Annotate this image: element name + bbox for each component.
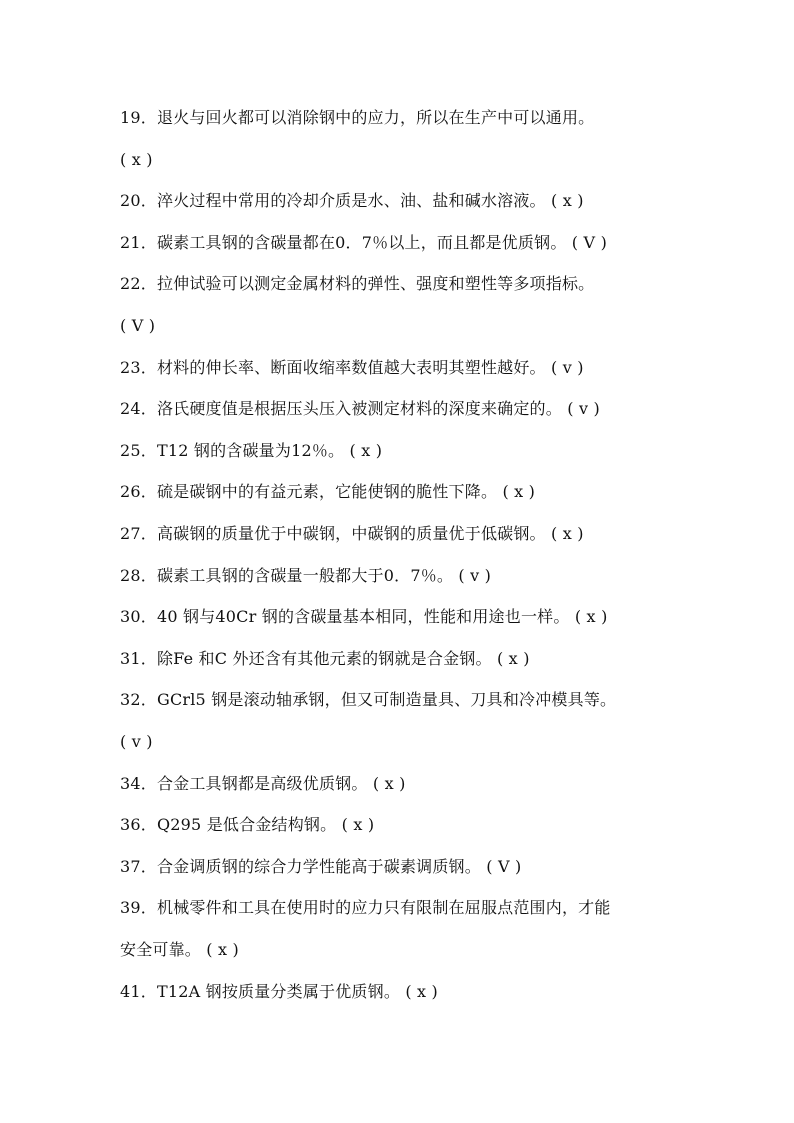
- question-25: 25．T12 钢的含碳量为12％。 ( x ): [120, 441, 383, 460]
- question-21: 21．碳素工具钢的含碳量都在0．7％以上，而且都是优质钢。 ( V ): [120, 233, 608, 252]
- question-23: 23．材料的伸长率、断面收缩率数值越大表明其塑性越好。 ( v ): [120, 358, 584, 377]
- question-22: 22．拉伸试验可以测定金属材料的弹性、强度和塑性等多项指标。: [120, 274, 595, 293]
- question-37: 37．合金调质钢的综合力学性能高于碳素调质钢。 ( V ): [120, 857, 522, 876]
- question-20: 20．淬火过程中常用的冷却介质是水、油、盐和碱水溶液。 ( x ): [120, 191, 584, 210]
- question-32-answer: ( v ): [120, 732, 153, 751]
- question-28: 28．碳素工具钢的含碳量一般都大于0．7％。 ( v ): [120, 566, 492, 585]
- question-27: 27．高碳钢的质量优于中碳钢，中碳钢的质量优于低碳钢。 ( x ): [120, 524, 584, 543]
- question-26: 26．硫是碳钢中的有益元素，它能使钢的脆性下降。 ( x ): [120, 482, 536, 501]
- question-34: 34．合金工具钢都是高级优质钢。 ( x ): [120, 774, 406, 793]
- question-32: 32．GCrl5 钢是滚动轴承钢，但又可制造量具、刀具和冷冲模具等。: [120, 690, 617, 709]
- question-19-answer: ( x ): [120, 150, 153, 169]
- question-39-continuation: 安全可靠。 ( x ): [120, 940, 239, 959]
- question-22-answer: ( V ): [120, 316, 156, 335]
- question-24: 24．洛氏硬度值是根据压头压入被测定材料的深度来确定的。 ( v ): [120, 399, 600, 418]
- question-39: 39．机械零件和工具在使用时的应力只有限制在屈服点范围内，才能: [120, 898, 611, 917]
- question-19: 19．退火与回火都可以消除钢中的应力，所以在生产中可以通用。: [120, 108, 595, 127]
- question-31: 31．除Fe 和C 外还含有其他元素的钢就是合金钢。 ( x ): [120, 649, 530, 668]
- question-41: 41．T12A 钢按质量分类属于优质钢。 ( x ): [120, 982, 438, 1001]
- question-30: 30．40 钢与40Cr 钢的含碳量基本相同，性能和用途也一样。 ( x ): [120, 607, 608, 626]
- question-36: 36．Q295 是低合金结构钢。 ( x ): [120, 815, 375, 834]
